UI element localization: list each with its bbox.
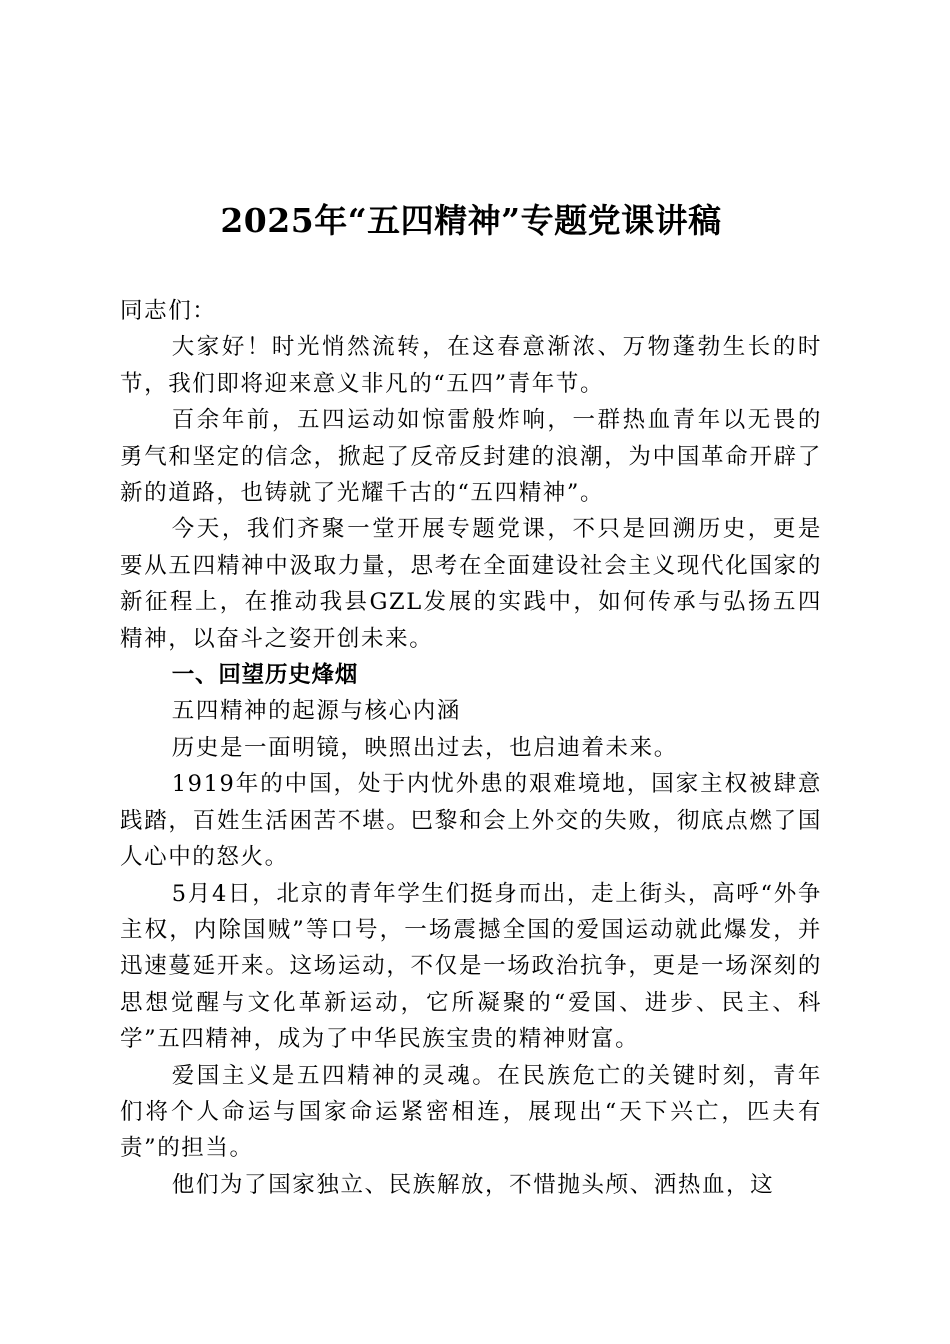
section-paragraph-4: 爱国主义是五四精神的灵魂。在民族危亡的关键时刻，青年们将个人命运与国家命运紧密相连，展现出“天下兴亡，匹夫有责”的担当。 <box>120 1062 822 1162</box>
intro-paragraph-2: 百余年前，五四运动如惊雷般炸响，一群热血青年以无畏的勇气和坚定的信念，掀起了反帝反封建的浪潮，为中国革命开辟了新的道路，也铸就了光耀千古的“五四精神”。 <box>120 407 822 507</box>
section-subheading: 五四精神的起源与核心内涵 <box>171 698 461 725</box>
section-heading: 一、回望历史烽烟 <box>171 662 359 689</box>
document-title: 2025年“五四精神”专题党课讲稿 <box>220 201 722 240</box>
section-paragraph-5: 他们为了国家独立、民族解放，不惜抛头颅、洒热血，这 <box>171 1171 775 1198</box>
section-paragraph-3: 5月4日，北京的青年学生们挺身而出，走上街头，高呼“外争主权，内除国贼”等口号，一场震撼全国的爱国运动就此爆发，并迅速蔓延开来。这场运动，不仅是一场政治抗争，更是一场深刻的思想觉醒与文化革新运动，它所凝聚的“爱国、进步、民主、科学”五四精神，成为了中华民族宝贵的精神财富。 <box>120 880 822 1053</box>
section-paragraph-1: 历史是一面明镜，映照出过去，也启迪着未来。 <box>171 734 678 761</box>
salutation: 同志们： <box>120 298 217 324</box>
intro-paragraph-3: 今天，我们齐聚一堂开展专题党课，不只是回溯历史，更是要从五四精神中汲取力量，思考在全面建设社会主义现代化国家的新征程上，在推动我县GZL发展的实践中，如何传承与弘扬五四精神，以奋斗之姿开创未来。 <box>120 516 822 652</box>
section-paragraph-2: 1919年的中国，处于内忧外患的艰难境地，国家主权被肆意践踏，百姓生活困苦不堪。巴黎和会上外交的失败，彻底点燃了国人心中的怒火。 <box>120 771 822 871</box>
intro-paragraph-1: 大家好！时光悄然流转，在这春意渐浓、万物蓬勃生长的时节，我们即将迎来意义非凡的“五四”青年节。 <box>120 334 822 397</box>
document-body <box>120 293 822 1203</box>
